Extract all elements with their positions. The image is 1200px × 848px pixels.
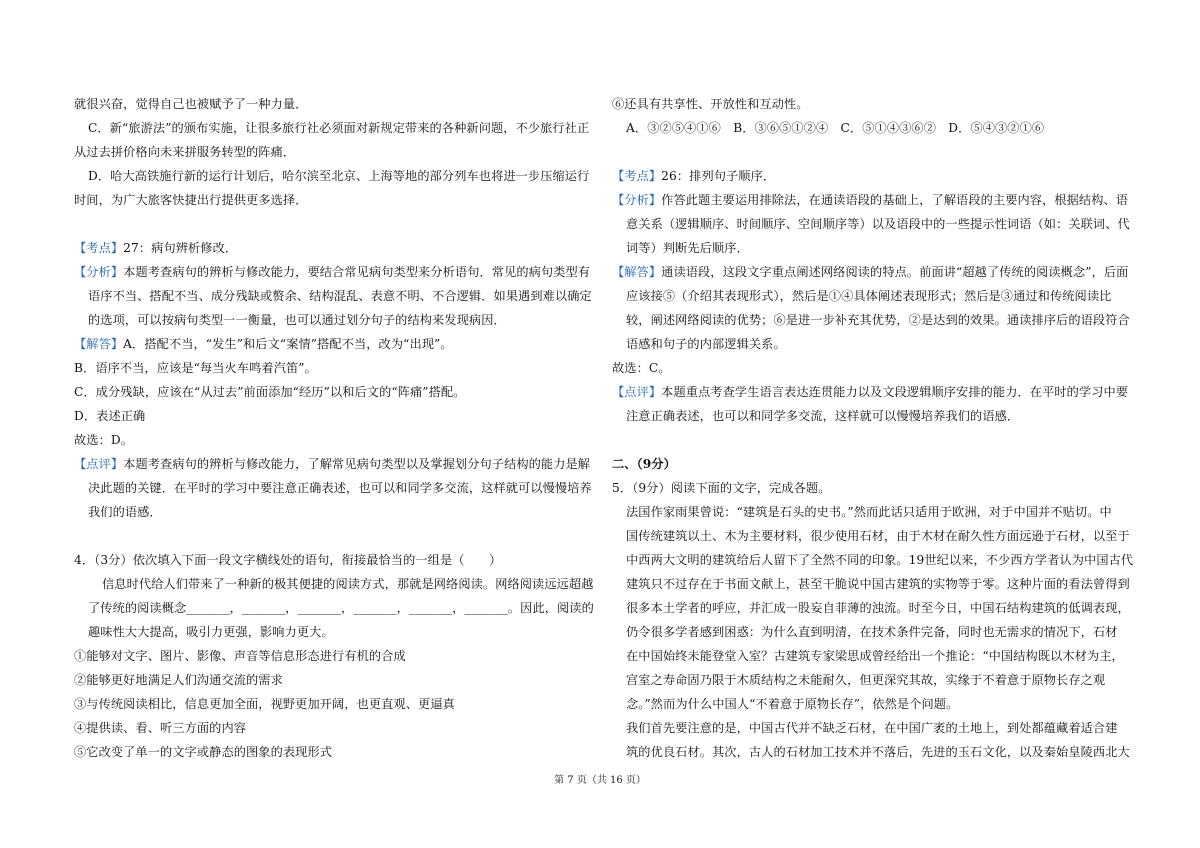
text-line: 应该接⑤（介绍其表现形式），然后是①④具体阐述表现形式；然后是③通过和传统阅读比 [626,289,1112,303]
passage-line: 中西两大文明的建筑给后人留下了全然不同的印象。19世纪以来，不少西方学者认为中国古代 [626,553,1134,567]
text-line: 意关系（逻辑顺序、时间顺序、空间顺序等）以及语段中的一些提示性词语（如：关联词、代 [626,217,1130,231]
text-line: 决此题的关键．在平时的学习中要注意正确表述，也可以和同学多交流，这样就可以慢慢培养 [88,481,592,495]
sentence-item: ①能够对文字、图片、影像、声音等信息形态进行有机的合成 [74,649,406,663]
text-line: 词等）判断先后顺序． [626,241,749,255]
passage-line: 国传统建筑以土、木为主要材料，很少使用石材，由于木材在耐久性方面远逊于石材，以至于 [626,529,1130,543]
sentence-item: ②能够更好地满足人们沟通交流的需求 [74,673,283,687]
text-line: 就很兴奋，觉得自己也被赋予了一种力量． [74,97,308,111]
dianping-line: 【点评】本题考查病句的辨析与修改能力，了解常见病句类型以及掌握划分句子结构的能力是解 [74,457,591,471]
jieda-tag: 【解答】 [612,265,662,279]
text-line: 我们的语感． [88,505,162,519]
dianping-tag: 【点评】 [74,457,124,471]
fenxi-tag: 【分析】 [74,265,124,279]
passage-line: 筑的优良石材。其次，古人的石材加工技术并不落后，先进的玉石文化，以及秦始皇陵西北大 [626,745,1130,759]
passage-line: 念。”然而为什么中国人“不着意于原物长存”，依然是个问题。 [626,697,959,711]
text-line: B．语序不当，应该是“每当火车鸣着汽笛”。 [74,361,317,375]
text-line: 语序不当、搭配不当、成分残缺或赘余、结构混乱、表意不明、不合逻辑．如果遇到难以确定 [88,289,592,303]
passage-line: 法国作家雨果曾说：“建筑是石头的史书。”然而此话只适用于欧洲，对于中国并不贴切。中 [626,505,1112,519]
passage-line: 信息时代给人们带来了一种新的极其便捷的阅读方式，那就是网络阅读。网络阅读远远超越 [102,577,594,591]
sentence-item: ⑤它改变了单一的文字或静态的图象的表现形式 [74,745,333,759]
dianping-tag: 【点评】 [612,385,662,399]
fenxi-line: 【分析】本题考查病句的辨析与修改能力，要结合常见病句类型来分析语句．常见的病句类型有 [74,265,591,279]
text-line: D．表述正确 [74,409,146,423]
answer-options: A．③②⑤④①⑥ B．③⑥⑤①②④ C．⑤①④③⑥② D．⑤④③②①⑥ [626,121,1045,135]
kaodian-tag: 【考点】 [612,169,662,183]
jieda-line: 【解答】通读语段，这段文字重点阐述网络阅读的特点。前面讲“超越了传统的阅读概念”，后面 [612,265,1129,279]
question-4-title: 4．（3分）依次填入下面一段文字横线处的语句，衔接最恰当的一组是（ ） [74,553,502,567]
text-line: 较，阐述网络阅读的优势；⑥是进一步补充其优势，②是达到的效果。通读排序后的语段符合 [626,313,1130,327]
passage-line: 仍令很多学者感到困惑：为什么直到明清，在技术条件完备，同时也无需求的情况下，石材 [626,625,1118,639]
page-number: 第 7 页（共 16 页） [554,775,646,786]
passage-line: 了传统的阅读概念_______，_______，_______，_______，_______，_______。因此，阅读的 [88,601,594,615]
sentence-item: ⑥还具有共享性、开放性和互动性。 [612,97,809,111]
passage-line: 我们首先要注意的是，中国古代并不缺乏石材，在中国广袤的土地上，到处都蕴藏着适合建 [626,721,1118,735]
option-d-line: D．哈大高铁施行新的运行计划后，哈尔滨至北京、上海等地的部分列车也将进一步压缩运行 [88,169,590,183]
text-line: 时间，为广大旅客快捷出行提供更多选择． [74,193,308,207]
answer-line: 故选：D。 [74,433,134,447]
section-heading: 二、（9分） [612,457,676,471]
passage-line: 建筑只不过存在于书面文献上，甚至干脆说中国古建筑的实物等于零。这种片面的看法曾得到 [626,577,1130,591]
fenxi-line: 【分析】作答此题主要运用排除法，在通读语段的基础上，了解语段的主要内容，根据结构、语 [612,193,1129,207]
kaodian-tag: 【考点】 [74,241,124,255]
fenxi-tag: 【分析】 [612,193,662,207]
kaodian-line: 【考点】26：排列句子顺序． [612,169,776,183]
sentence-item: ③与传统阅读相比，信息更加全面，视野更加开阔，也更直观、更逼真 [74,697,455,711]
jieda-tag: 【解答】 [74,337,124,351]
text-line: 从过去拼价格向未来拼服务转型的阵痛． [74,145,296,159]
passage-line: 在中国始终未能登堂入室？古建筑专家梁思成曾经给出一个推论：“中国结构既以木材为主， [626,649,1124,663]
text-line: 的选项，可以按病句类型一一衡量，也可以通过划分句子的结构来发现病因． [88,313,506,327]
passage-line: 趣味性大大提高，吸引力更强，影响力更大。 [88,625,334,639]
passage-line: 很多本土学者的呼应，并汇成一股妄自菲薄的浊流。时至今日，中国石结构建筑的低调表现， [626,601,1130,615]
option-c-line: C．新“旅游法”的颁布实施，让很多旅行社必须面对新规定带来的各种新问题，不少旅行社正 [88,121,590,135]
jieda-line: 【解答】A．搭配不当，“发生”和后文“案情”搭配不当，改为“出现”。 [74,337,453,351]
passage-line: 宫室之寿命固乃限于木质结构之未能耐久，但更深究其故，实缘于不着意于原物长存之观 [626,673,1106,687]
text-line: 注意正确表述，也可以和同学多交流，这样就可以慢慢培养我们的语感． [626,409,1020,423]
text-line: 语感和句子的内部逻辑关系。 [626,337,786,351]
kaodian-line: 【考点】27：病句辨析修改． [74,241,238,255]
answer-line: 故选：C。 [612,361,671,375]
text-line: C．成分残缺，应该在“从过去”前面添加“经历”以和后文的“阵痛”搭配。 [74,385,466,399]
dianping-line: 【点评】本题重点考查学生语言表达连贯能力以及文段逻辑顺序安排的能力．在平时的学习中要 [612,385,1129,399]
sentence-item: ④提供读、看、听三方面的内容 [74,721,247,735]
question-5-title: 5．（9分）阅读下面的文字，完成各题。 [612,481,831,495]
